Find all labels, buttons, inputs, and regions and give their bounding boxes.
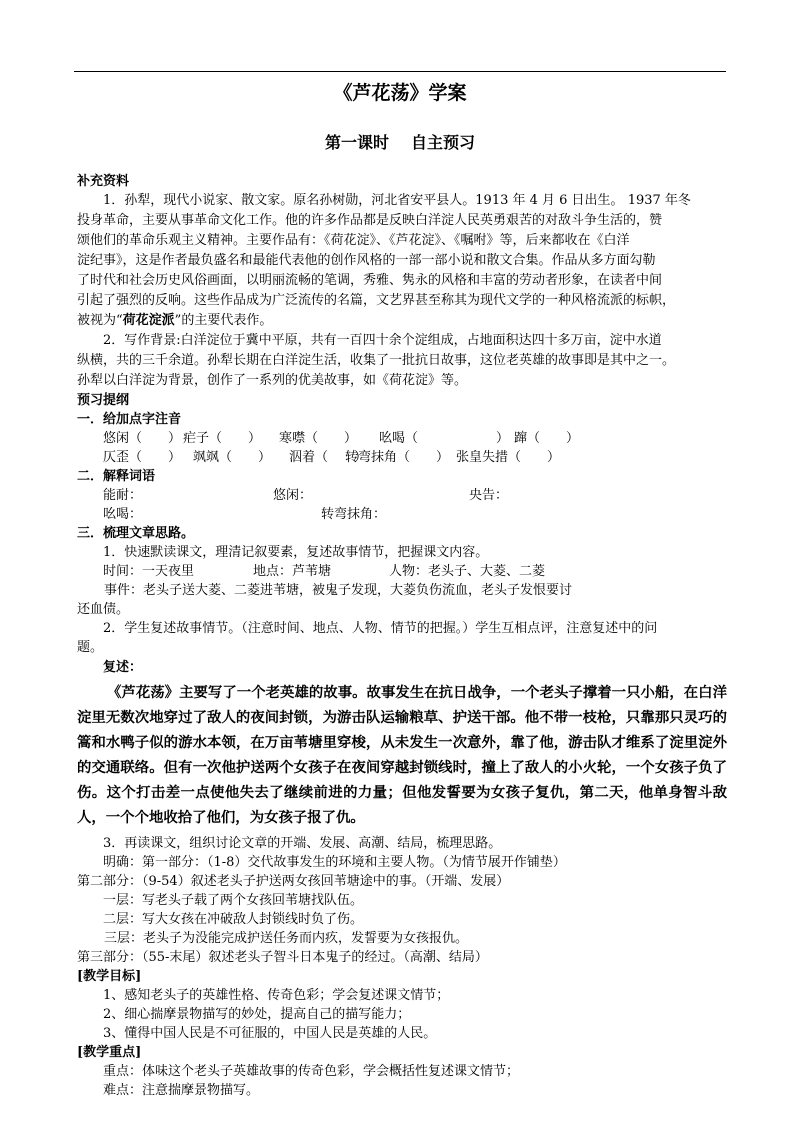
vocab-item: 能耐：	[103, 488, 143, 503]
structure-part-2: 第二部分：（9-54）叙述老头子护送两女孩回苇塘途中的事。（开端、发展）	[77, 874, 510, 889]
text-fragment: ”的主要代表作。	[174, 313, 273, 328]
top-rule	[74, 71, 726, 72]
focus-heading: [教学重点]	[77, 1045, 142, 1060]
goal-item: 1、感知老头子的英雄性格、传奇色彩；学会复述课文情节；	[103, 988, 450, 1003]
goal-item: 3、懂得中国人民是不可征服的，中国人民是英雄的人民。	[103, 1026, 437, 1041]
lesson-subtitle	[0, 130, 800, 153]
pinyin-row-2	[77, 448, 727, 467]
pinyin-item: 寒噤（ ）	[279, 431, 358, 446]
section-3-heading: 三．梳理文章思路。	[77, 526, 195, 541]
text-line: 引起了强烈的反响。这些作品成为广泛流传的名篇，文艺界甚至称其为现代文学的一种风格流派的标帜，	[77, 293, 676, 308]
step-2: 2．学生复述故事情节。（注意时间、地点、人物、情节的把握。）学生互相点评，注意复述中的问	[103, 621, 658, 636]
section-1-heading: 一．给加点字注音	[77, 412, 182, 427]
goals-heading: [教学目标]	[77, 969, 142, 984]
text-line: 了时代和社会历史风俗画面，以明丽流畅的笔调，秀雅、隽永的风格和丰富的劳动者形象，在读者中间	[77, 273, 663, 288]
highlight-term: 荷花淀派	[122, 313, 175, 328]
goal-item: 2、细心揣摩景物描写的妙处，提高自己的描写能力；	[103, 1007, 411, 1022]
story-event: 事件：老头子送大菱、二菱进苇塘，被鬼子发现，大菱负伤流血，老头子发恨要讨	[104, 583, 573, 598]
vocab-item: 吆喝：	[103, 507, 143, 522]
vocab-row-1	[77, 486, 727, 505]
pinyin-item: 吆喝（ ）	[379, 431, 510, 446]
page-title: 《芦花荡》学案	[333, 82, 467, 104]
text-line: 纵横，共的三千余道。孙犁长期在白洋淀生活，收集了一批抗日故事，这位老英雄的故事即是其中之一。	[77, 353, 676, 368]
story-people: 人物：老头子、大菱、二菱	[389, 564, 546, 579]
supplement-paragraph-2	[77, 331, 727, 391]
structure-part-1: 明确：第一部分：（1-8）交代故事发生的环境和主要人物。（为情节展开作铺垫）	[103, 855, 566, 870]
text-line: 颂他们的革命乐观主义精神。主要作品有：《荷花淀》、《芦花淀》、《嘱咐》等，后来都收在《白洋	[77, 233, 630, 248]
focus-hard: 难点：注意揣摩景物描写。	[103, 1083, 260, 1098]
story-time: 时间：一天夜里	[103, 564, 195, 579]
text-line	[77, 311, 727, 331]
pinyin-item: 仄歪（ ）	[103, 450, 182, 465]
pinyin-item: 泅着（ ）	[289, 450, 368, 465]
supplement-heading: 补充资料	[77, 174, 130, 189]
pinyin-item: 转弯抹角（ ）	[345, 450, 450, 465]
text-line: 1．孙犁，现代小说家、散文家。原名孙树勋，河北省安平县人。1913 年 4 月 6 日出生。 1937 年冬	[103, 193, 691, 208]
text-line: 孙犁以白洋淀为背景，创作了一系列的优美故事，如《荷花淀》等。	[77, 373, 468, 388]
pinyin-item: 悠闲（ ）	[103, 431, 182, 446]
vocab-item: 央告：	[469, 488, 509, 503]
text-fragment: 被视为“	[77, 313, 123, 328]
document-body	[77, 172, 727, 1100]
vocab-item: 转弯抹角：	[321, 507, 387, 522]
lesson-part: 第一课时	[324, 133, 389, 152]
structure-part-3: 第三部分：（55-末尾）叙述老头子智斗日本鬼子的经过。（高潮、结局）	[77, 950, 488, 965]
text-line: 投身革命，主要从事革命文化工作。他的许多作品都是反映白洋淀人民英勇艰苦的对敌斗争生活的，赞	[77, 213, 663, 228]
story-place: 地点：芦苇塘	[253, 564, 332, 579]
pinyin-item: 张皇失措（ ）	[456, 450, 561, 465]
pinyin-item: 蹿（ ）	[514, 431, 580, 446]
pinyin-row-1	[77, 429, 727, 448]
outline-heading: 预习提纲	[77, 393, 130, 408]
structure-layer-2: 二层：写大女孩在冲破敌人封锁线时负了伤。	[103, 912, 364, 927]
structure-layer-3: 三层：老头子为没能完成护送任务而内疚，发誓要为女孩报仇。	[104, 931, 469, 946]
step-1: 1．快速默读课文，理清记叙要素，复述故事情节，把握课文内容。	[103, 545, 489, 560]
retell-paragraph: 《芦花荡》主要写了一个老英雄的故事。故事发生在抗日战争，一个老头子撑着一只小船，在白洋淀里无数次地穿过了敌人的夜间封锁，为游击队运输粮草、护送干部。他不带一枝枪，只靠那只灵巧的篙和水鸭子似的游水本领，在万亩苇塘里穿梭，从未发生一次意外，靠了他，游击队才维系了淀里淀外的交通联络。但有一次他护送两个女孩子在夜间穿越封锁线时，撞上了敌人的小火轮，一个女孩子负了伤。这个打击差一点使他失去了继续前进的力量；但他发誓要为女孩子复仇，第二天，他单身智斗敌人，一个个地收拾了他们，为女孩子报了仇。	[77, 685, 727, 826]
story-event-cont: 还血债。	[77, 602, 130, 617]
retell-heading: 复述：	[103, 660, 143, 675]
step-3: 3．再读课文，组织讨论文章的开端、发展、高潮、结局，梳理思路。	[103, 836, 502, 851]
vocab-item: 悠闲：	[273, 488, 313, 503]
focus-key: 重点：体味这个老头子英雄故事的传奇色彩，学会概括性复述课文情节；	[103, 1064, 520, 1079]
story-elements	[77, 562, 727, 581]
supplement-paragraph-1	[77, 191, 727, 331]
structure-layer-1: 一层：写老头子载了两个女孩回苇塘找队伍。	[103, 893, 364, 908]
pinyin-item: 飒飒（ ）	[193, 450, 272, 465]
text-line: 2．写作背景:白洋淀位于冀中平原，共有一百四十余个淀组成，占地面积达四十多万亩，淀中水道	[103, 333, 662, 348]
lesson-mode: 自主预习	[411, 133, 476, 152]
vocab-row-2	[77, 505, 727, 524]
pinyin-item: 疟子（ ）	[183, 431, 262, 446]
section-2-heading: 二．解释词语	[77, 469, 156, 484]
step-2-cont: 题。	[77, 640, 104, 655]
text-line: 淀纪事》，这是作者最负盛名和最能代表他的创作风格的一部一部小说和散文合集。作品从多方面勾勒	[77, 253, 656, 268]
